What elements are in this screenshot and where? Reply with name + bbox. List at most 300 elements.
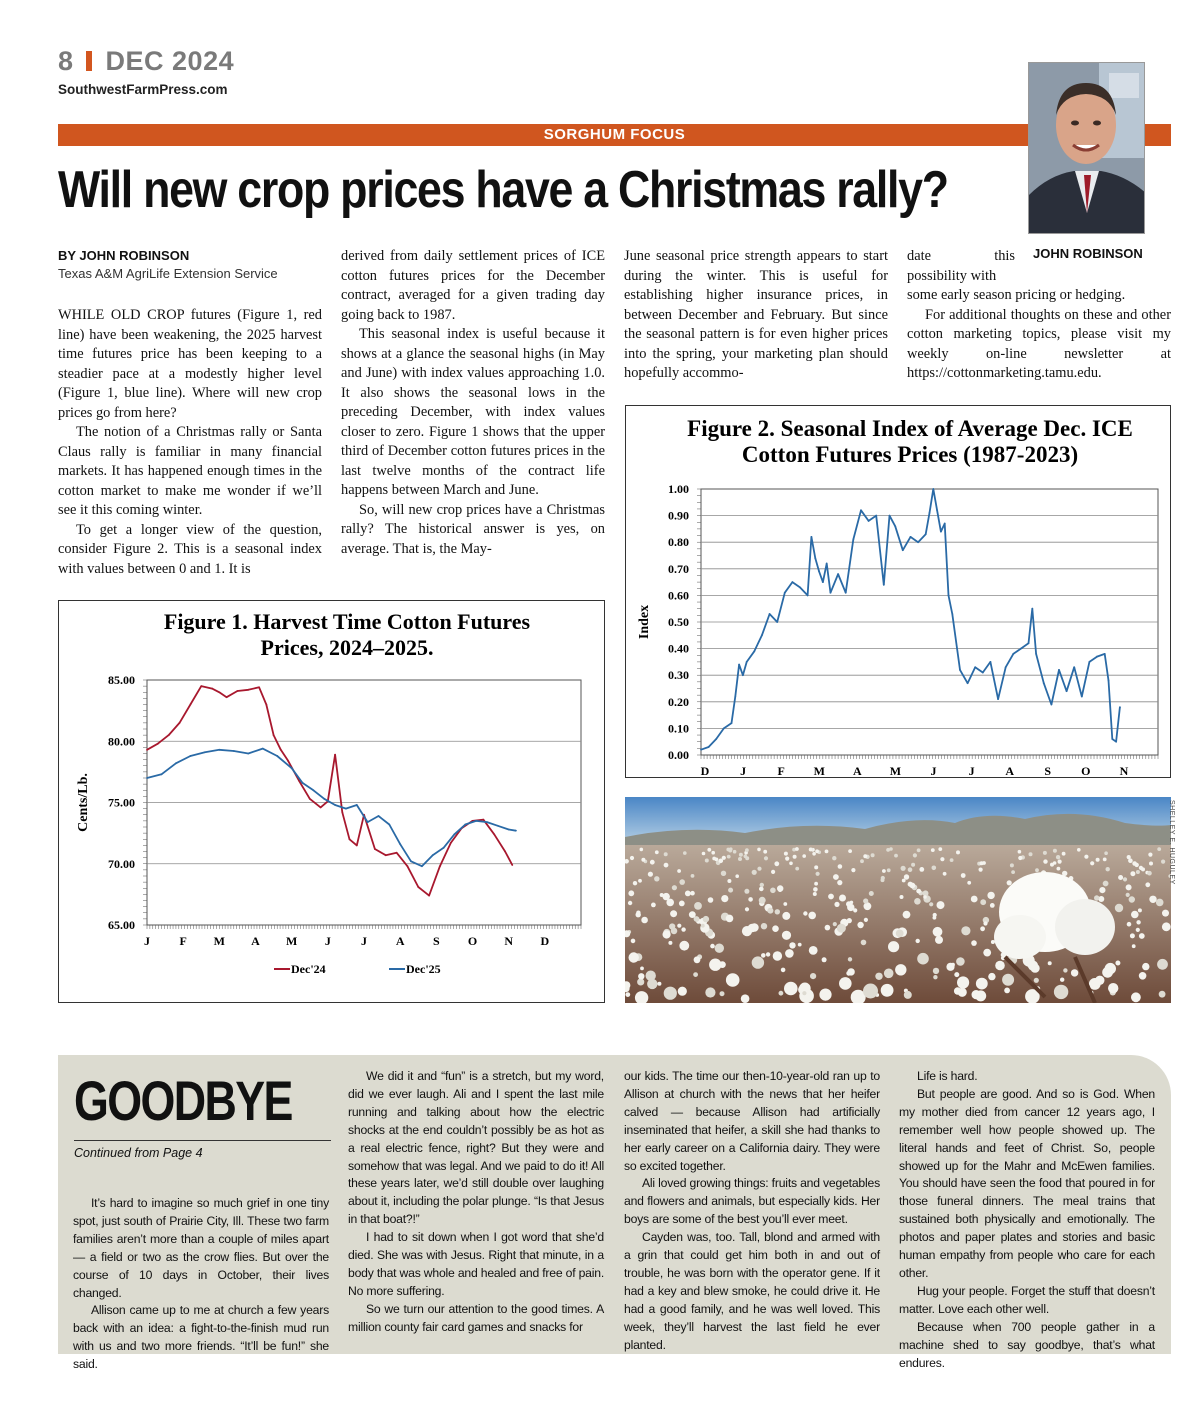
website-link[interactable]: SouthwestFarmPress.com [58, 82, 228, 97]
cotton-boll [815, 849, 819, 853]
cotton-boll [636, 911, 640, 915]
paragraph: So, will new crop prices have a Christmas rally? The historical answer is yes, on average. That is, the May- [341, 501, 605, 557]
cotton-boll [1131, 911, 1139, 919]
cotton-boll [795, 847, 799, 851]
cotton-boll [720, 991, 725, 996]
cotton-boll [954, 972, 959, 977]
cotton-boll [748, 897, 753, 902]
cotton-boll [726, 915, 734, 923]
paragraph: our kids. The time our then-10-year-old ran up to Allison at church with the news that her heifer calved — because Allison had artificially inseminated that heifer, a skill she had thanks to her early career on a California dairy. They were so excited together. [624, 1069, 880, 1173]
x-tick-label: F [777, 764, 785, 777]
byline: BY JOHN ROBINSON [58, 248, 190, 263]
cotton-boll [745, 907, 749, 911]
data-point [439, 865, 441, 867]
y-tick-label: 80.00 [108, 734, 135, 749]
data-point [378, 815, 380, 817]
cotton-boll [759, 897, 766, 904]
cotton-boll [1130, 933, 1135, 938]
cotton-boll [1127, 922, 1132, 927]
cotton-boll [1138, 908, 1142, 912]
data-point [940, 531, 942, 533]
paragraph: WHILE OLD CROP futures (Figure 1, red line) have been weakening, the 2025 harvest time futures price has been keeping to a steadier pace at a modestly higher level (Figure 1, blue line). Where will new crop prices go from here? [58, 307, 322, 421]
y-tick-label: 70.00 [108, 856, 135, 871]
cotton-boll [744, 855, 748, 859]
cotton-boll [911, 863, 915, 867]
cotton-boll [860, 859, 864, 863]
cotton-boll [838, 864, 843, 869]
data-point [967, 682, 969, 684]
cotton-boll [784, 852, 788, 856]
cotton-boll [1053, 849, 1057, 853]
cotton-boll [789, 862, 793, 866]
cotton-boll [1126, 893, 1130, 897]
cotton-boll [1162, 922, 1171, 931]
cotton-boll [727, 855, 731, 859]
cotton-boll [689, 911, 696, 918]
cotton-boll [967, 881, 971, 885]
data-point [218, 691, 220, 693]
cotton-boll [1131, 992, 1141, 1002]
cotton-boll [691, 874, 695, 878]
data-point [341, 811, 343, 813]
data-point [708, 746, 710, 748]
data-point [508, 829, 510, 831]
x-tick-label: J [144, 934, 150, 948]
cotton-boll [705, 859, 709, 863]
cotton-boll [1103, 858, 1107, 862]
cotton-boll [917, 848, 921, 852]
cotton-boll [875, 973, 882, 980]
cotton-boll [668, 941, 672, 945]
cotton-boll [798, 943, 802, 947]
cotton-boll [976, 978, 988, 990]
cotton-boll [679, 879, 685, 885]
data-point [723, 728, 725, 730]
cotton-boll [1054, 985, 1068, 999]
cotton-boll [735, 874, 739, 878]
data-point [486, 821, 488, 823]
data-point [157, 743, 159, 745]
photo-caption: JOHN ROBINSON [1033, 246, 1143, 261]
cotton-boll [757, 848, 761, 852]
cotton-boll [990, 903, 995, 908]
cotton-boll [651, 903, 656, 908]
cotton-boll [1139, 933, 1145, 939]
cotton-boll [1118, 875, 1123, 880]
data-point [515, 830, 517, 832]
paragraph: date this possibility with [907, 248, 1015, 284]
data-point [200, 685, 202, 687]
paragraph: The notion of a Christmas rally or Santa Claus rally is familiar in many financial markets. It has happened enough times in the cotton market to make me wonder if we’ll see it this coming winter. [58, 424, 322, 518]
data-point [889, 515, 891, 517]
cotton-boll [1130, 871, 1135, 876]
cotton-boll [812, 852, 816, 856]
cotton-boll [772, 925, 779, 932]
cotton-boll [888, 941, 899, 952]
cotton-boll [766, 952, 770, 956]
series-line-dec-24 [147, 686, 512, 896]
data-point [428, 895, 430, 897]
affiliation: Texas A&M AgriLife Extension Service [58, 266, 278, 281]
cotton-boll [914, 898, 921, 905]
cotton-boll [933, 968, 939, 974]
data-point [826, 563, 828, 565]
cotton-boll [761, 953, 766, 958]
data-point [1066, 690, 1068, 692]
cotton-boll [813, 892, 817, 896]
y-tick-label: 0.20 [668, 694, 689, 709]
data-point [385, 854, 387, 856]
cotton-boll [908, 867, 913, 872]
cotton-boll [1010, 863, 1014, 867]
cotton-boll [871, 853, 875, 857]
cotton-boll [980, 861, 984, 865]
data-point [258, 686, 260, 688]
cotton-boll [1096, 858, 1100, 862]
x-tick-label: S [432, 934, 440, 948]
paragraph: Ali loved growing things: fruits and vegetables and flowers and animals, but especially kids. Her boys are some of the best you’ll ever meet. [624, 1176, 880, 1227]
cotton-boll [961, 873, 966, 878]
cotton-boll [813, 887, 818, 892]
data-point [504, 851, 506, 853]
cotton-boll [677, 869, 681, 873]
cotton-boll [1077, 848, 1081, 852]
data-point [929, 512, 931, 514]
cotton-boll [631, 939, 636, 944]
cotton-boll [1057, 867, 1061, 871]
cotton-boll [726, 848, 730, 852]
cotton-boll [956, 850, 960, 854]
cotton-boll [1156, 899, 1164, 907]
data-point [410, 860, 412, 862]
data-point [948, 595, 950, 597]
cotton-boll [793, 855, 797, 859]
data-point [902, 549, 904, 551]
cotton-boll [814, 865, 818, 869]
cotton-boll [690, 891, 695, 896]
cotton-boll [901, 866, 906, 871]
paragraph: Because when 700 people gather in a machine shed to say goodbye, that’s what endures. [899, 1319, 1155, 1370]
cotton-boll [663, 930, 671, 938]
cotton-boll [763, 850, 767, 854]
paragraph: some early season pricing or hedging. [907, 287, 1126, 303]
paragraph: Hug your people. Forget the stuff that doesn’t matter. Love each other well. [899, 1283, 1155, 1316]
cotton-boll [1099, 887, 1105, 893]
cotton-boll [633, 881, 637, 885]
legend-label: Dec'25 [406, 962, 441, 976]
cotton-boll [958, 988, 967, 997]
cotton-boll [923, 895, 927, 899]
continued-note: Continued from Page 4 [74, 1146, 203, 1160]
cotton-boll [764, 856, 768, 860]
x-tick-label: D [540, 934, 550, 948]
data-point [799, 587, 801, 589]
cotton-boll [895, 964, 906, 975]
data-point [753, 650, 755, 652]
cotton-boll [995, 961, 1005, 971]
y-axis-label: Index [637, 604, 652, 640]
cotton-boll [1002, 974, 1014, 986]
data-point [852, 539, 854, 541]
cotton-boll [808, 912, 816, 920]
data-point [738, 664, 740, 666]
cotton-boll [828, 894, 834, 900]
x-tick-label: O [1081, 764, 1091, 777]
y-tick-label: 75.00 [108, 795, 135, 810]
cotton-boll [863, 984, 878, 999]
cotton-boll [745, 848, 749, 852]
cotton-boll [1062, 852, 1066, 856]
cotton-boll [1136, 870, 1140, 874]
cotton-boll [657, 982, 661, 986]
paragraph: For additional thoughts on these and other cotton marketing topics, please visit my weekly on-line newsletter at https://cottonmarketing.tamu.edu. [907, 306, 1171, 381]
cotton-boll [761, 923, 767, 929]
cotton-boll [940, 857, 944, 861]
author-photo [1028, 62, 1145, 234]
y-tick-label: 0.50 [668, 615, 689, 629]
x-tick-label: M [813, 764, 825, 777]
cotton-boll [810, 973, 816, 979]
cotton-boll [721, 895, 728, 902]
data-point [1043, 682, 1045, 684]
paragraph: It’s hard to imagine so much grief in one tiny spot, just south of Prairie City, Ill. These two farm families aren’t more than a couple of miles apart — a field or two as the crow flies. But over the course of 10 days in October, their lives changed. [73, 1196, 329, 1300]
cotton-boll [861, 940, 867, 946]
cotton-boll [900, 895, 904, 899]
cotton-boll [727, 879, 731, 883]
data-point [868, 520, 870, 522]
data-point [769, 613, 771, 615]
y-tick-label: 0.80 [668, 535, 689, 550]
data-point [917, 541, 919, 543]
cotton-boll [910, 883, 916, 889]
cotton-boll [886, 848, 890, 852]
data-point [1035, 653, 1037, 655]
data-point [746, 661, 748, 663]
cotton-boll [1139, 866, 1143, 870]
cotton-boll [869, 891, 874, 896]
data-point [1020, 648, 1022, 650]
cotton-boll [705, 987, 715, 997]
x-tick-label: M [213, 934, 225, 948]
cotton-boll [628, 890, 634, 896]
data-point [811, 536, 813, 538]
cotton-boll [932, 866, 937, 871]
data-point [302, 782, 304, 784]
data-point [421, 865, 423, 867]
data-point [482, 819, 484, 821]
data-point [951, 613, 953, 615]
cotton-boll [664, 852, 668, 856]
cotton-boll [638, 879, 642, 883]
cotton-boll [739, 853, 743, 857]
cotton-boll [650, 860, 655, 865]
article-column-4-top [907, 247, 1015, 286]
goodbye-column-3 [624, 1068, 880, 1355]
cotton-boll [1148, 853, 1152, 857]
cotton-boll [887, 868, 891, 872]
data-point [1005, 666, 1007, 668]
data-point [761, 634, 763, 636]
cotton-boll [837, 880, 842, 885]
cotton-boll [785, 857, 789, 861]
cotton-boll [1139, 972, 1147, 980]
cotton-boll [1007, 880, 1012, 885]
data-point [262, 748, 264, 750]
paragraph: To get a longer view of the question, consider Figure 2. This is a seasonal index with values between 0 and 1. It is [58, 521, 322, 577]
cotton-boll [709, 959, 721, 971]
x-tick-label: J [740, 764, 747, 777]
cotton-boll [789, 942, 795, 948]
data-point [273, 734, 275, 736]
data-point [784, 592, 786, 594]
x-tick-label: D [700, 764, 710, 777]
cotton-boll [809, 946, 818, 955]
data-point [845, 592, 847, 594]
cotton-boll [1063, 968, 1067, 972]
data-point [883, 584, 885, 586]
data-point [356, 844, 358, 846]
data-point [276, 755, 278, 757]
data-point [247, 689, 249, 691]
cotton-boll [802, 991, 806, 995]
cotton-boll [809, 848, 813, 852]
cotton-boll [748, 924, 757, 933]
y-tick-label: 0.30 [668, 668, 689, 683]
paragraph: We did it and “fun” is a stretch, but my word, did we ever laugh. Ali and I spent the last mile running and talking about how the electric shocks at the end couldn’t possibly be as hot as a real electric fence, right? But they were and somehow that was legal. And we paid to do it! All these years later, we’d still double over laughing about it, including the polar plunge. “Is that Jesus in that boat?!” [348, 1069, 604, 1227]
data-point [936, 509, 938, 511]
cotton-boll [1115, 961, 1120, 966]
cotton-boll [972, 990, 981, 999]
folio-divider [86, 51, 92, 71]
data-point [1104, 653, 1106, 655]
cotton-boll [956, 957, 965, 966]
cotton-boll [913, 853, 917, 857]
data-point [388, 824, 390, 826]
cotton-boll [802, 854, 806, 858]
goodbye-title: GOODBYE [74, 1069, 292, 1132]
cotton-boll [1149, 896, 1156, 903]
data-point [894, 525, 896, 527]
cotton-boll [1129, 896, 1135, 902]
cotton-boll [846, 971, 851, 976]
section-label: SORGHUM FOCUS [543, 126, 686, 143]
cotton-boll [777, 885, 783, 891]
cotton-boll [1090, 861, 1094, 865]
cotton-boll [664, 987, 677, 1000]
cotton-boll [980, 926, 985, 931]
cotton-boll [1132, 861, 1137, 866]
cotton-boll [785, 949, 794, 958]
data-point [1050, 704, 1052, 706]
data-point [204, 751, 206, 753]
x-tick-label: S [1044, 764, 1052, 777]
paragraph: Life is hard. [917, 1069, 978, 1083]
data-point [875, 515, 877, 517]
x-tick-label: M [889, 764, 902, 777]
cotton-boll [679, 941, 689, 951]
cotton-boll [767, 908, 773, 914]
cotton-boll [988, 973, 995, 980]
cotton-boll [752, 870, 757, 875]
data-point [814, 557, 816, 559]
data-point [399, 843, 401, 845]
cotton-boll [782, 931, 791, 940]
data-point [1028, 642, 1030, 644]
data-point [417, 886, 419, 888]
cotton-boll [884, 969, 894, 979]
data-point [1119, 706, 1121, 708]
x-tick-label: F [179, 934, 187, 948]
data-point [807, 595, 809, 597]
cotton-boll [712, 857, 716, 861]
data-point [1012, 653, 1014, 655]
cotton-boll [1103, 881, 1109, 887]
y-tick-label: 65.00 [108, 918, 135, 932]
cotton-boll [1048, 961, 1052, 965]
data-point [287, 760, 289, 762]
x-tick-label: A [1005, 764, 1015, 777]
y-tick-label: 0.00 [668, 748, 689, 762]
cotton-boll [694, 956, 701, 963]
cotton-boll [775, 909, 780, 914]
cotton-boll [1011, 870, 1015, 874]
cotton-boll [759, 887, 764, 892]
cotton-boll [672, 885, 677, 890]
cotton-boll [694, 902, 702, 910]
paragraph: So we turn our attention to the good times. A million county fair card games and snacks for [348, 1301, 604, 1334]
section-band [58, 124, 1171, 146]
article-column-4 [907, 286, 1171, 384]
cotton-boll [894, 854, 898, 858]
cotton-boll [738, 857, 742, 861]
x-tick-label: O [467, 934, 478, 948]
data-point [320, 807, 322, 809]
cotton-boll [1104, 851, 1108, 855]
cotton-boll [1123, 877, 1127, 881]
paragraph: This seasonal index is useful because it shows at a glance the seasonal highs (in May and June) with index values approaching 1.0. It also shows the seasonal lows in the preceding December, with index values closer to zero. Figure 1 shows that the upper third of December cotton futures prices in the last twelve months of the contract life happens between March and June. [341, 326, 605, 498]
data-point [443, 847, 445, 849]
data-point [226, 696, 228, 698]
x-tick-label: J [968, 764, 975, 777]
x-tick-label: N [1119, 764, 1129, 777]
cotton-boll [983, 949, 991, 957]
chart-title: Figure 1. Harvest Time Cotton Futures [163, 609, 531, 634]
y-tick-label: 0.70 [668, 561, 689, 576]
cotton-boll [781, 968, 786, 973]
cotton-boll [641, 858, 645, 862]
y-axis-label: Cents/Lb. [76, 773, 91, 832]
cotton-boll [744, 889, 749, 894]
data-point [179, 722, 181, 724]
article-column-1 [58, 306, 322, 579]
data-point [1089, 661, 1091, 663]
data-point [734, 696, 736, 698]
series-line-dec-25 [147, 749, 516, 867]
data-point [1108, 680, 1110, 682]
data-point [742, 674, 744, 676]
data-point [1031, 608, 1033, 610]
cotton-boll [784, 982, 798, 996]
data-point [146, 749, 148, 751]
cotton-boll [943, 872, 947, 876]
data-point [818, 571, 820, 573]
cotton-boll [1142, 963, 1149, 970]
cotton-boll [1102, 967, 1113, 978]
paragraph: June seasonal price strength appears to start during the winter. This is useful for establishing higher insurance prices, in between December and February. But since the seasonal pattern is for even higher prices into the spring, your marketing plan should hopefully accommo- [624, 248, 888, 381]
cotton-boll [654, 876, 659, 881]
data-point [374, 848, 376, 850]
cotton-boll [1108, 983, 1118, 993]
